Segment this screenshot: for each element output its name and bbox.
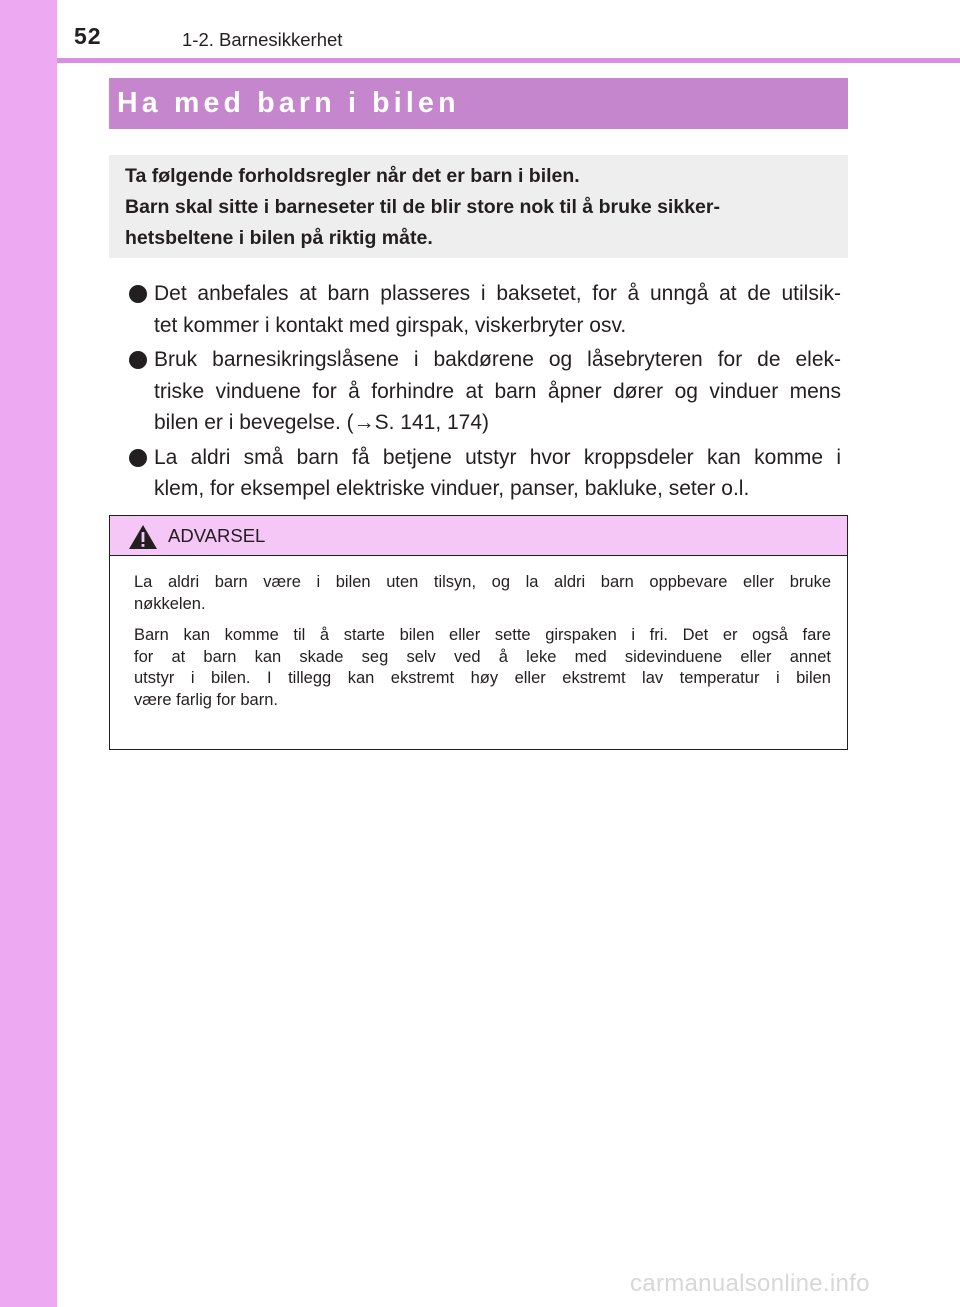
page-title: Ha med barn i bilen [117, 87, 460, 119]
bullet-icon [129, 285, 147, 303]
intro-line: Barn skal sitte i barneseter til de blir store nok til å bruke sikker- [125, 196, 720, 218]
intro-line: Ta følgende forholdsregler når det er barn i bilen. [125, 165, 580, 187]
warning-line: Barn kan komme til å starte bilen eller sette girspaken i fri. Det er også fare [134, 626, 831, 644]
bullet-line: triske vinduene for å forhindre at barn åpner dører og vinduer mens [154, 379, 841, 403]
bullet-line: tet kommer i kontakt med girspak, viskerbryter osv. [154, 313, 627, 337]
warning-box [109, 515, 848, 750]
bullet-line: Bruk barnesikringslåsene i bakdørene og låsebryteren for de elek- [154, 348, 841, 371]
warning-line: være farlig for barn. [134, 690, 278, 709]
bullet-list [127, 278, 841, 508]
bullet-icon [129, 351, 147, 369]
title-bar [109, 78, 848, 129]
header-rule [57, 58, 960, 63]
intro-box [109, 155, 848, 258]
warning-body [110, 556, 847, 711]
warning-triangle-icon [128, 524, 158, 550]
bullet-icon [129, 449, 147, 467]
bullet-item [127, 442, 841, 505]
bullet-line: La aldri små barn få betjene utstyr hvor kroppsdeler kan komme i [154, 445, 841, 469]
page-number: 52 [74, 23, 102, 49]
bullet-line: klem, for eksempel elektriske vinduer, panser, bakluke, seter o.l. [154, 477, 750, 500]
warning-line: utstyr i bilen. I tillegg kan ekstremt høy eller ekstremt lav temperatur i bilen [134, 669, 831, 687]
side-strip [0, 0, 57, 1307]
warning-paragraph [134, 572, 831, 615]
watermark: carmanualsonline.info [630, 1270, 870, 1297]
warning-paragraph [134, 625, 831, 711]
warning-title: ADVARSEL [168, 525, 266, 546]
bullet-line: bilen er i bevegelse. (→S. 141, 174) [154, 411, 490, 434]
bullet-line: Det anbefales at barn plasseres i baksetet, for å unngå at de utilsik- [154, 282, 841, 305]
warning-line: for at barn kan skade seg selv ved å leke med sidevinduene eller annet [134, 647, 831, 666]
intro-line: hetsbeltene i bilen på riktig måte. [125, 227, 433, 249]
bullet-item [127, 278, 841, 341]
warning-line: La aldri barn være i bilen uten tilsyn, og la aldri barn oppbevare eller bruke [134, 573, 831, 591]
section-label: 1-2. Barnesikkerhet [182, 29, 343, 50]
bullet-item [127, 344, 841, 439]
warning-header [110, 516, 847, 556]
warning-line: nøkkelen. [134, 594, 206, 613]
